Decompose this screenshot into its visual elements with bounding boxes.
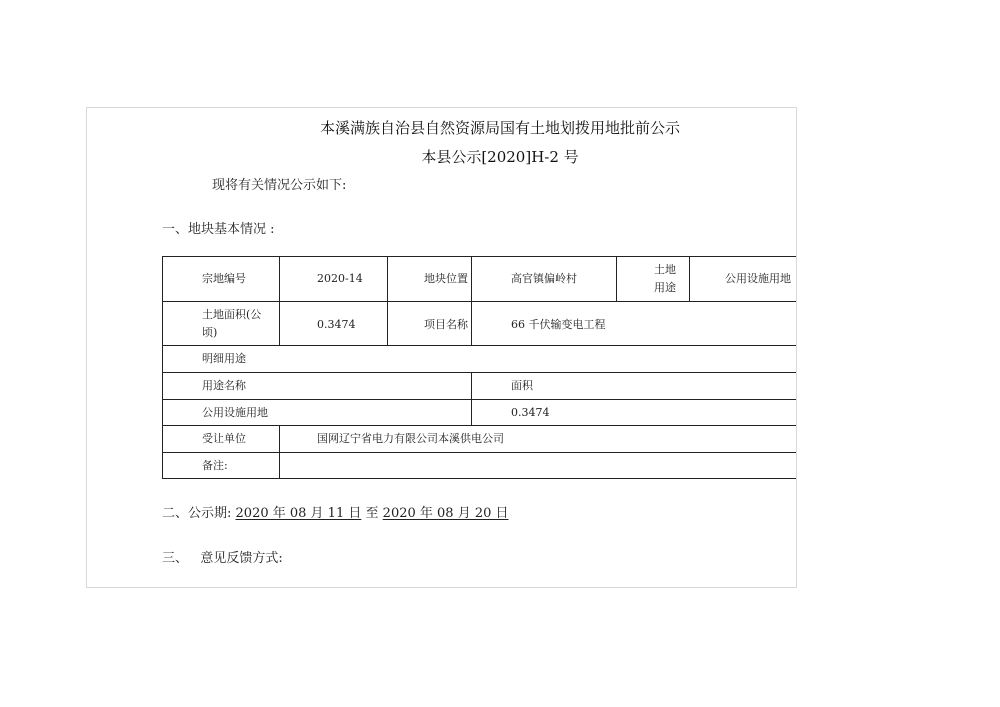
label-location: 地块位置 xyxy=(424,272,468,285)
use-name: 公用设施用地 xyxy=(202,406,268,419)
label-parcel-id: 宗地编号 xyxy=(202,272,246,285)
land-info-table xyxy=(162,256,796,479)
label-land-use-line2: 用途 xyxy=(654,281,676,294)
intro-text: 现将有关情况公示如下: xyxy=(212,178,347,193)
doc-number: 本县公示[2020]H-2 号 xyxy=(421,148,579,166)
parcel-id: 2020-14 xyxy=(317,272,363,285)
section-2-prefix: 二、公示期: xyxy=(162,506,232,521)
section-3-heading: 三、 意见反馈方式: xyxy=(162,551,283,566)
grantee: 国网辽宁省电力有限公司本溪供电公司 xyxy=(317,432,504,445)
use-area: 0.3474 xyxy=(511,406,550,419)
label-land-use-line1: 土地 xyxy=(654,263,676,276)
project-name: 66 千伏输变电工程 xyxy=(511,318,606,331)
section-1-heading: 一、地块基本情况 : xyxy=(162,222,275,237)
label-project-name: 项目名称 xyxy=(424,318,468,331)
label-detail-use: 明细用途 xyxy=(202,352,246,365)
period-to: 至 xyxy=(365,506,379,521)
header-area: 面积 xyxy=(511,379,533,392)
label-area-line2: 顷) xyxy=(202,326,218,339)
land-use: 公用设施用地 xyxy=(725,272,791,285)
section-2-publicity-period xyxy=(162,502,509,521)
land-area: 0.3474 xyxy=(317,318,356,331)
period-end: 2020 年 08 月 20 日 xyxy=(382,506,509,521)
header-use-name: 用途名称 xyxy=(202,379,246,392)
location: 高官镇偏岭村 xyxy=(511,272,577,285)
doc-title: 本溪满族自治县自然资源局国有土地划拨用地批前公示 xyxy=(319,119,680,137)
label-remark: 备注: xyxy=(202,459,228,472)
period-start: 2020 年 08 月 11 日 xyxy=(235,506,362,521)
label-grantee: 受让单位 xyxy=(202,432,246,445)
label-area-line1: 土地面积(公 xyxy=(202,308,262,321)
